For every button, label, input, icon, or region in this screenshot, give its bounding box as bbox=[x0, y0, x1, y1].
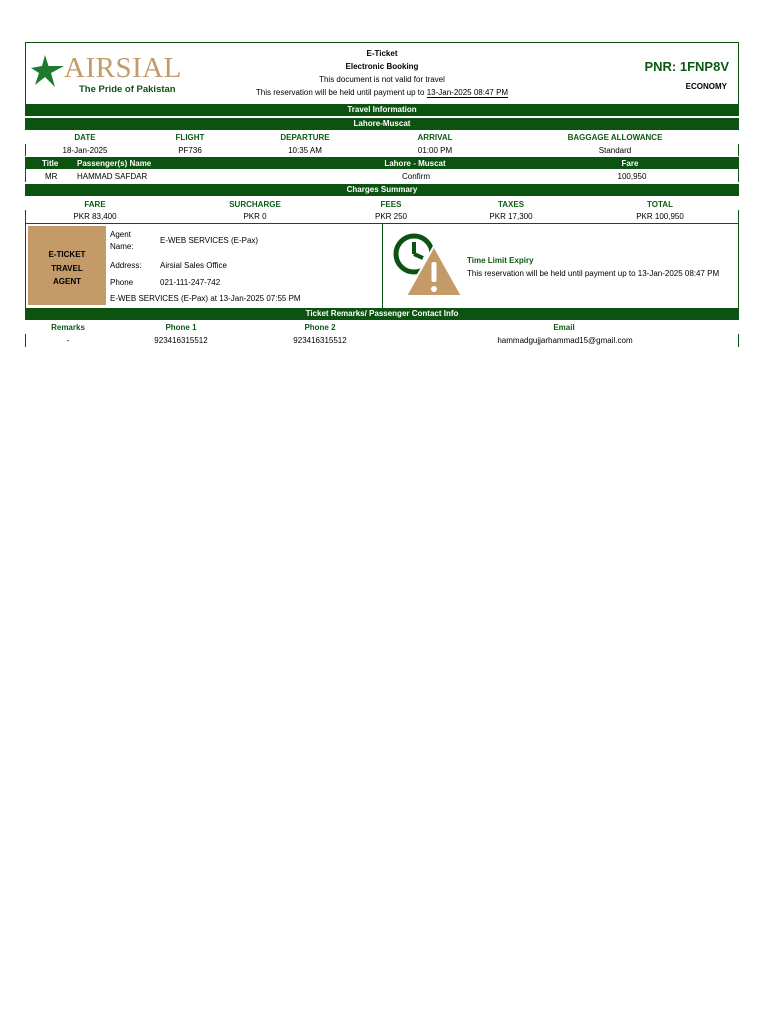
col-departure: DEPARTURE bbox=[280, 133, 330, 142]
agent-badge-line-2: TRAVEL bbox=[51, 263, 83, 273]
issued-by: E-WEB SERVICES (E-Pax) at 13-Jan-2025 07:55 PM bbox=[110, 294, 301, 303]
charge-taxes: PKR 17,300 bbox=[489, 212, 533, 221]
col-phone-2: Phone 2 bbox=[304, 323, 336, 332]
row-left-border bbox=[25, 144, 26, 156]
charges-header: Charges Summary bbox=[25, 184, 739, 196]
col-remarks: Remarks bbox=[51, 323, 85, 332]
arrival-time: 01:00 PM bbox=[417, 146, 453, 155]
departure-time: 10:35 AM bbox=[288, 146, 322, 155]
cabin-class: ECONOMY bbox=[685, 82, 727, 91]
pax-right-border bbox=[738, 169, 739, 182]
doc-type: E-Ticket bbox=[366, 49, 398, 58]
clock-warning-icon bbox=[392, 232, 462, 298]
agent-badge-line-3: AGENT bbox=[53, 277, 81, 286]
flight-number: PF736 bbox=[178, 146, 202, 155]
time-limit-message: This reservation will be held until payment up to 13-Jan-2025 08:47 PM bbox=[467, 269, 720, 278]
baggage-allowance: Standard bbox=[598, 146, 632, 155]
remarks-left-border bbox=[25, 334, 26, 347]
agent-timelimit-box bbox=[25, 223, 739, 309]
phone-label: Phone bbox=[110, 278, 134, 287]
star-icon bbox=[31, 54, 65, 88]
col-fees: FEES bbox=[380, 200, 402, 209]
phone-2-value: 923416315512 bbox=[293, 336, 347, 345]
hold-note: This reservation will be held until payment up to bbox=[255, 88, 425, 97]
agent-name-label bbox=[110, 229, 134, 253]
booking-type: Electronic Booking bbox=[345, 62, 419, 71]
booking-status: Confirm bbox=[401, 172, 430, 181]
pnr-number: PNR: 1FNP8V bbox=[644, 59, 729, 74]
agent-address: Airsial Sales Office bbox=[160, 261, 227, 270]
agent-badge bbox=[28, 226, 106, 305]
time-limit-title: Time Limit Expiry bbox=[467, 256, 534, 265]
brand-name: AIRSIAL bbox=[64, 52, 182, 84]
col-total: TOTAL bbox=[647, 200, 673, 209]
col-taxes: TAXES bbox=[497, 200, 525, 209]
email-value: hammadgujjarhammad15@gmail.com bbox=[497, 336, 633, 345]
remarks-right-border bbox=[738, 334, 739, 347]
passenger-header-bar bbox=[25, 157, 739, 169]
agent-phone: 021-111-247-742 bbox=[160, 278, 221, 287]
charges-right-border bbox=[738, 210, 739, 224]
travel-info-header: Travel Information bbox=[25, 104, 739, 116]
col-surcharge: SURCHARGE bbox=[229, 200, 281, 209]
header-center bbox=[225, 47, 539, 99]
brand-tagline: The Pride of Pakistan bbox=[79, 84, 176, 95]
left-border bbox=[25, 42, 26, 104]
col-baggage: BAGGAGE ALLOWANCE bbox=[567, 133, 663, 142]
passenger-name: HAMMAD SAFDAR bbox=[77, 172, 148, 181]
agent-badge-line-1: E-TICKET bbox=[48, 250, 86, 259]
right-border bbox=[738, 42, 739, 104]
flight-date: 18-Jan-2025 bbox=[62, 146, 108, 155]
agent-name: E-WEB SERVICES (E-Pax) bbox=[160, 236, 259, 245]
col-flight: FLIGHT bbox=[175, 133, 205, 142]
top-border bbox=[25, 42, 739, 43]
route-header: Lahore-Muscat bbox=[25, 118, 739, 130]
remarks-header: Ticket Remarks/ Passenger Contact Info bbox=[25, 308, 739, 320]
e-ticket-document bbox=[25, 42, 739, 348]
passenger-title: MR bbox=[45, 172, 58, 181]
hold-line bbox=[225, 86, 539, 99]
passenger-name-header: Passenger(s) Name bbox=[77, 159, 152, 168]
row-right-border bbox=[738, 144, 739, 156]
box-divider bbox=[382, 224, 383, 308]
pax-left-border bbox=[25, 169, 26, 182]
col-date: DATE bbox=[74, 133, 96, 142]
col-fare: FARE bbox=[84, 200, 106, 209]
charge-fees: PKR 250 bbox=[374, 212, 408, 221]
charges-left-border bbox=[25, 210, 26, 224]
col-arrival: ARRIVAL bbox=[417, 133, 453, 142]
passenger-fare: 100,950 bbox=[617, 172, 647, 181]
title-header: Title bbox=[42, 159, 59, 168]
remarks-value: - bbox=[66, 336, 70, 345]
hold-until: 13-Jan-2025 08:47 PM bbox=[426, 88, 509, 97]
address-label: Address: bbox=[110, 261, 142, 270]
charge-surcharge: PKR 0 bbox=[243, 212, 267, 221]
agent-name-label-2: Name: bbox=[110, 242, 134, 251]
charge-fare: PKR 83,400 bbox=[73, 212, 117, 221]
validity-note: This document is not valid for travel bbox=[319, 75, 445, 84]
airsial-logo bbox=[31, 54, 201, 94]
col-email: Email bbox=[553, 323, 575, 332]
agent-name-label-1: Agent bbox=[110, 230, 131, 239]
route-subheader: Lahore - Muscat bbox=[384, 159, 446, 168]
charge-total: PKR 100,950 bbox=[636, 212, 684, 221]
fare-header: Fare bbox=[621, 159, 639, 168]
col-phone-1: Phone 1 bbox=[165, 323, 197, 332]
phone-1-value: 923416315512 bbox=[154, 336, 208, 345]
